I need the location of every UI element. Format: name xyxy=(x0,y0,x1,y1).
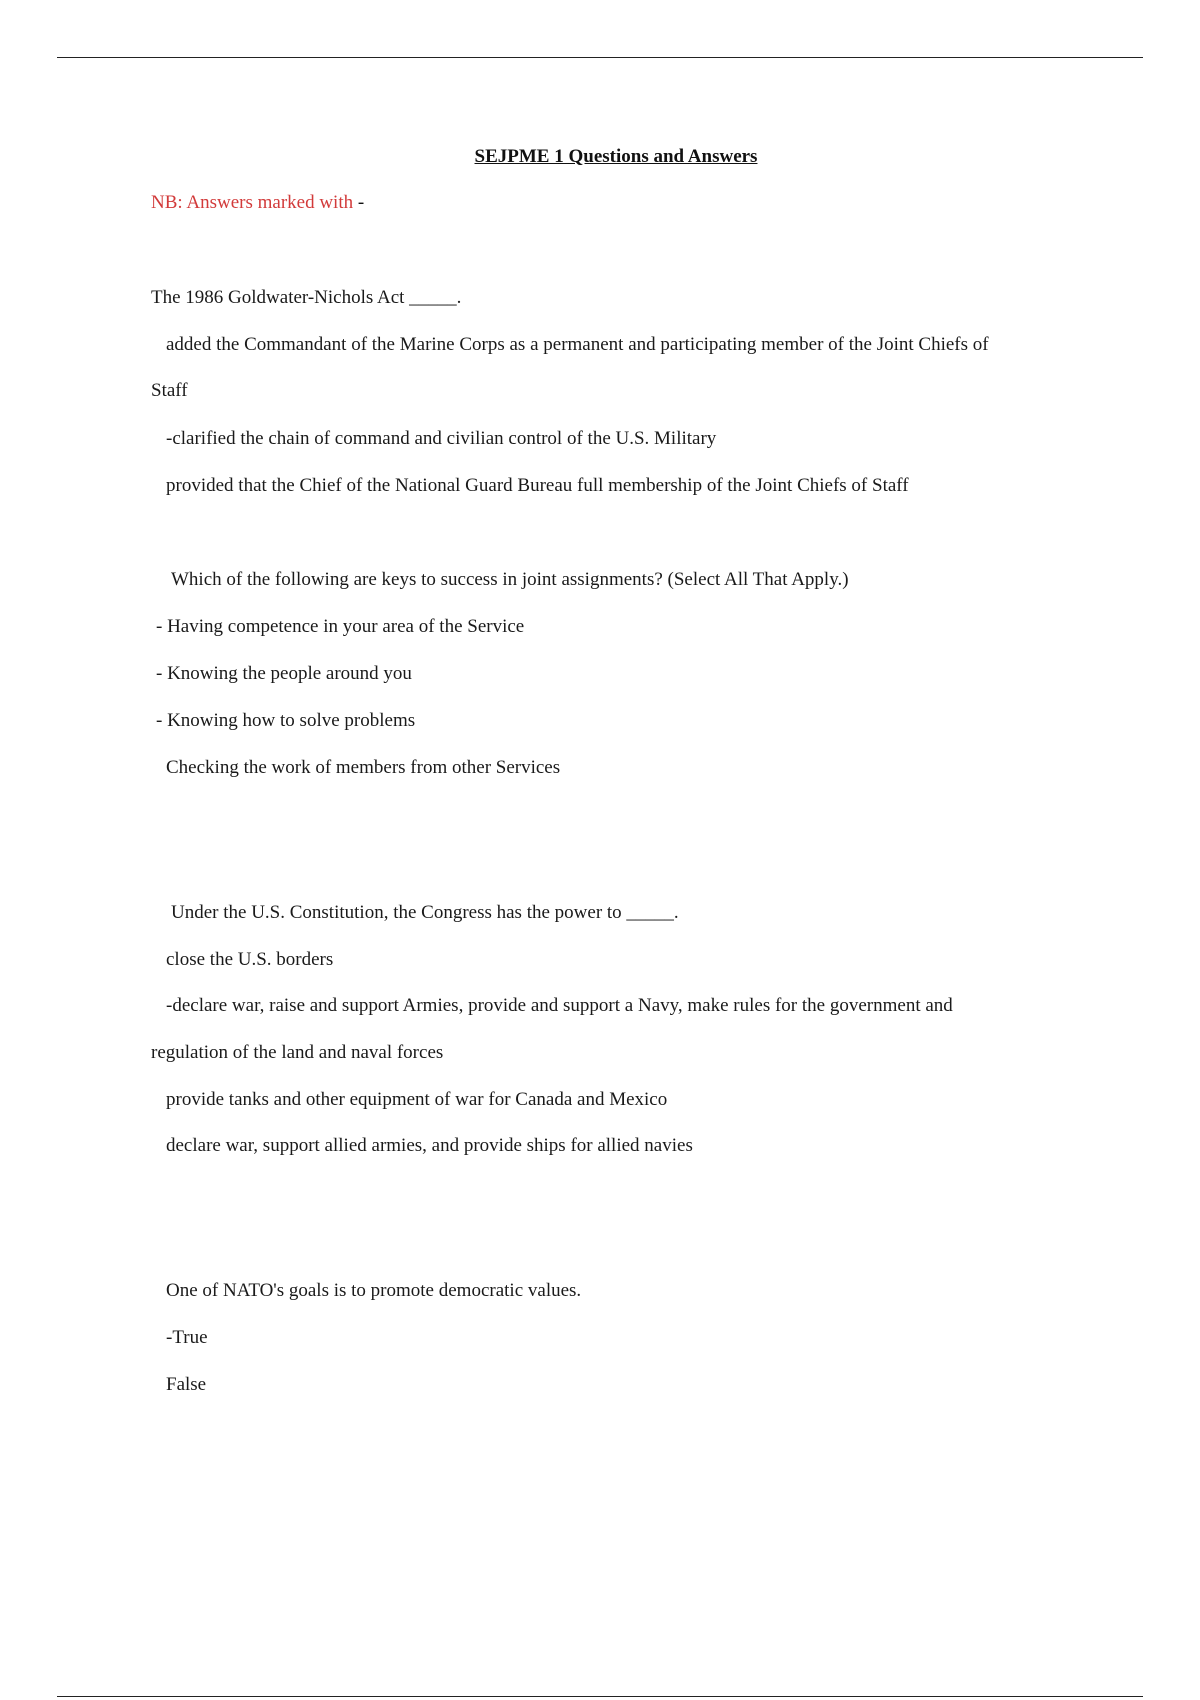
question-2-text: Which of the following are keys to success in joint assignments? (Select All That Apply.) xyxy=(171,569,849,590)
question-1-option-1: added the Commandant of the Marine Corps as a permanent and participating member of the Joint Chiefs of xyxy=(166,334,989,355)
question-1-text: The 1986 Goldwater-Nichols Act _____. xyxy=(151,287,462,308)
question-1-option-2: -clarified the chain of command and civilian control of the U.S. Military xyxy=(166,428,717,449)
question-3-text: Under the U.S. Constitution, the Congress has the power to _____. xyxy=(171,902,679,923)
note-marker: - xyxy=(357,192,365,213)
question-3-option-2: -declare war, raise and support Armies, provide and support a Navy, make rules for the government and xyxy=(166,995,953,1016)
question-3-option-2-cont: regulation of the land and naval forces xyxy=(151,1042,444,1063)
document-title: SEJPME 1 Questions and Answers xyxy=(474,146,758,167)
question-2-option-2: - Knowing the people around you xyxy=(156,663,412,684)
question-3-option-3: provide tanks and other equipment of war for Canada and Mexico xyxy=(166,1089,668,1110)
question-3-option-4: declare war, support allied armies, and provide ships for allied navies xyxy=(166,1135,693,1156)
answer-note xyxy=(151,191,364,215)
question-4-option-2: False xyxy=(166,1374,207,1395)
question-3-option-1: close the U.S. borders xyxy=(166,949,334,970)
question-1-option-1-cont: Staff xyxy=(151,380,188,401)
question-2-option-3: - Knowing how to solve problems xyxy=(156,710,416,731)
question-4-option-1: -True xyxy=(166,1327,208,1348)
bottom-rule xyxy=(57,1696,1143,1697)
question-1-option-3: provided that the Chief of the National Guard Bureau full membership of the Joint Chiefs of Staff xyxy=(166,475,909,496)
note-label: NB: Answers marked with xyxy=(151,192,354,213)
question-4-text: One of NATO's goals is to promote democratic values. xyxy=(166,1280,582,1301)
question-2-option-4: Checking the work of members from other Services xyxy=(166,757,561,778)
question-2-option-1: - Having competence in your area of the Service xyxy=(156,616,525,637)
